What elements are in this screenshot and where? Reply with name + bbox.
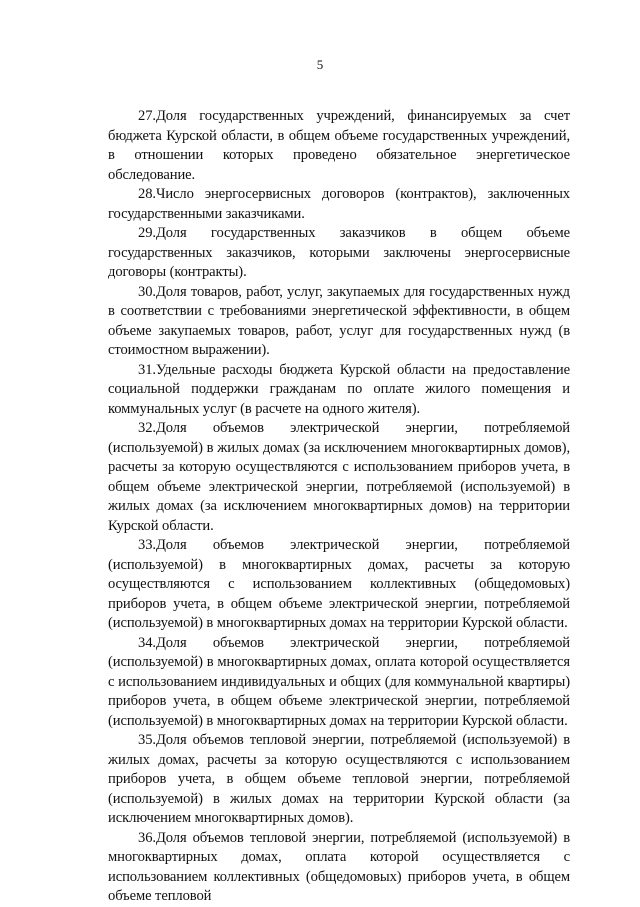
document-body	[108, 107, 570, 907]
paragraph-27: 27.Доля государственных учреждений, финансируемых за счет бюджета Курской области, в общем объеме государственных учреждений, в отношении которых проведено обязательное энергетическое обследование.	[108, 108, 570, 183]
paragraph-30: 30.Доля товаров, работ, услуг, закупаемых для государственных нужд в соответствии с требованиями энергетической эффективности, в общем объеме закупаемых товаров, работ, услуг для государственных нужд (в стоимостном выражении).	[108, 283, 570, 358]
paragraph-31: 31.Удельные расходы бюджета Курской области на предоставление социальной поддержки гражданам по оплате жилого помещения и коммунальных услуг (в расчете на одного жителя).	[108, 361, 570, 417]
paragraph-29: 29.Доля государственных заказчиков в общем объеме государственных заказчиков, которыми заключены энергосервисные договоры (контракты).	[108, 225, 570, 280]
paragraph-34: 34.Доля объемов электрической энергии, потребляемой (используемой) в многоквартирных домах, оплата которой осуществляется с использованием индивидуальных и общих (для коммунальной квартиры) приборов учета, в общем объеме электрической энергии, потребляемой (используемой) в многоквартирных домах на территории Курской области.	[108, 634, 570, 729]
paragraph-32: 32.Доля объемов электрической энергии, потребляемой (используемой) в жилых домах (за исключением многоквартирных домов), расчеты за которую осуществляются с использованием приборов учета, в общем объеме электрической энергии, потребляемой (используемой) в жилых домах (за исключением многоквартирных домов) на территории Курской области.	[108, 420, 570, 534]
paragraph-33: 33.Доля объемов электрической энергии, потребляемой (используемой) в многоквартирных домах, расчеты за которую осуществляются с использованием коллективных (общедомовых) приборов учета, в общем объеме электрической энергии, потребляемой (используемой) в многоквартирных домах на территории Курской области.	[108, 537, 570, 631]
paragraph-28: 28.Число энергосервисных договоров (контрактов), заключенных государственными заказчиками.	[108, 186, 570, 222]
paragraph-35: 35.Доля объемов тепловой энергии, потребляемой (используемой) в жилых домах, расчеты за которую осуществляются с использованием приборов учета, в общем объеме тепловой энергии, потребляемой (используемой) в жилых домах на территории Курской области (за исключением многоквартирных домов).	[108, 732, 570, 826]
page-number: 5	[316, 57, 324, 72]
paragraph-36: 36.Доля объемов тепловой энергии, потребляемой (используемой) в многоквартирных домах, оплата которой осуществляется с использованием коллективных (общедомовых) приборов учета, в общем объеме тепловой	[108, 829, 570, 904]
